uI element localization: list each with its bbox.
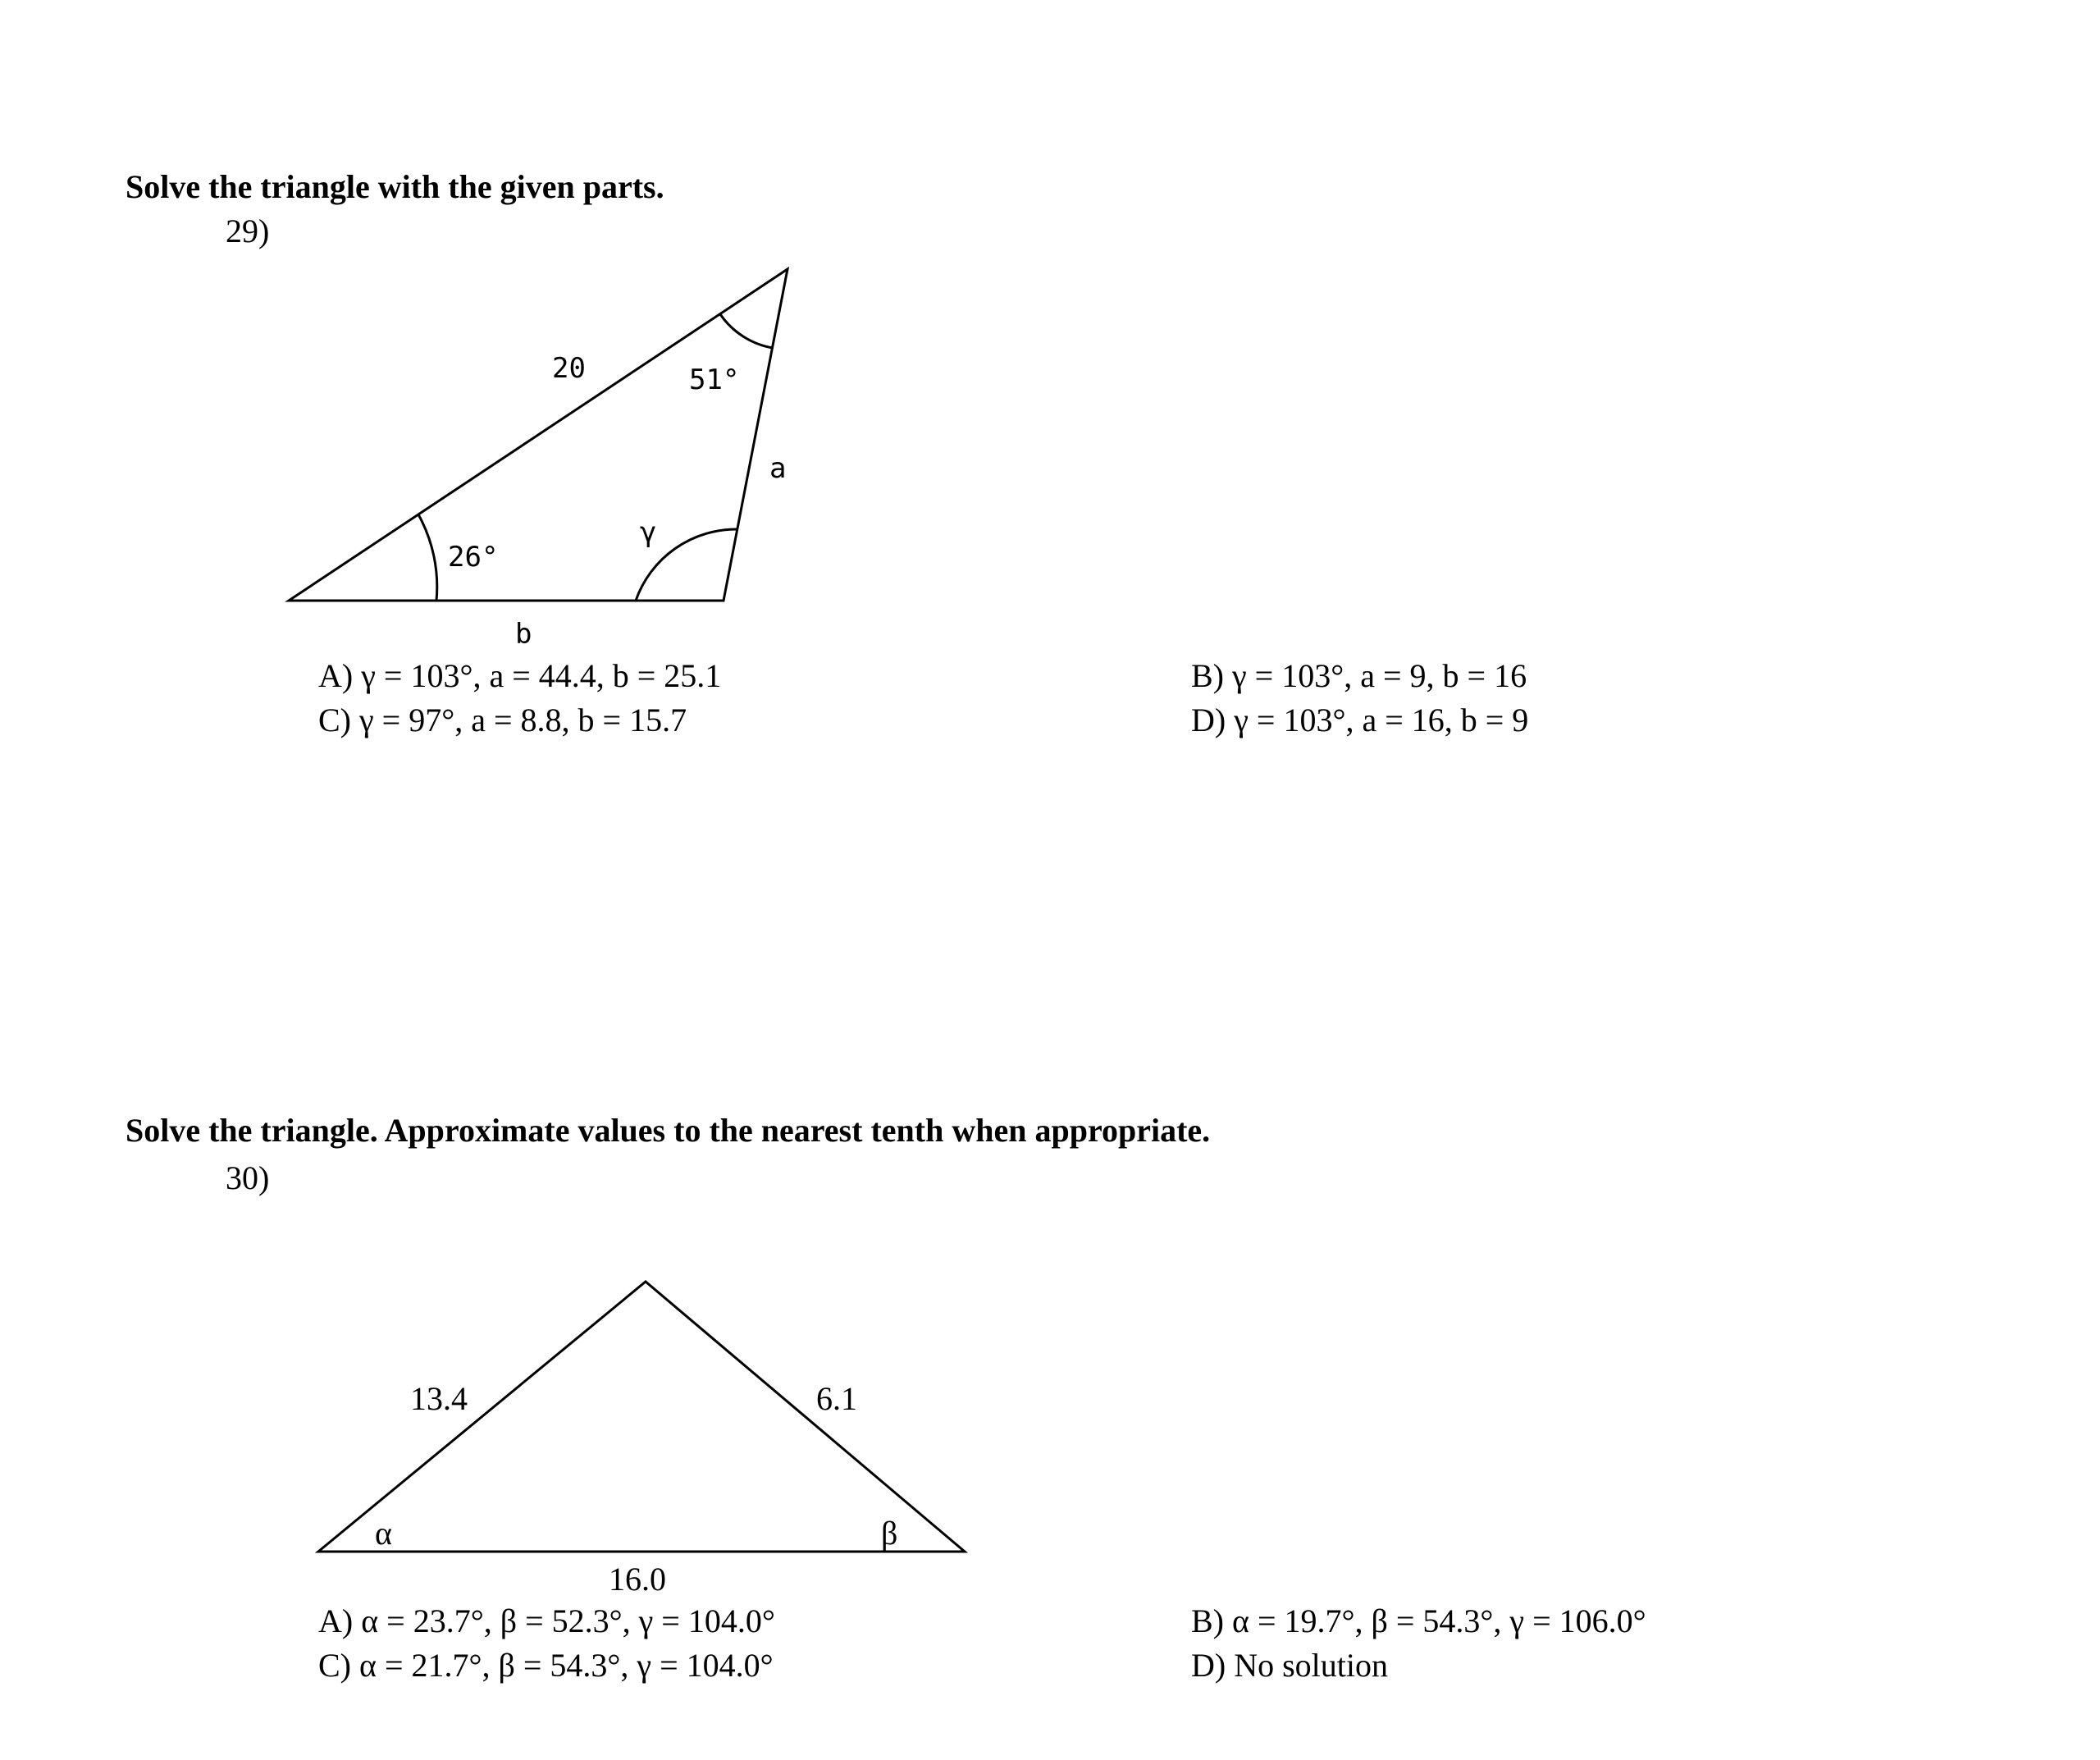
label-angle-alpha: α [375, 1515, 392, 1552]
choice-30-c[interactable]: C) α = 21.7°, β = 54.3°, γ = 104.0° [318, 1647, 774, 1684]
choice-29-b[interactable]: B) γ = 103°, a = 9, b = 16 [1191, 657, 1527, 694]
question-number-29: 29) [226, 213, 270, 249]
choice-29-d[interactable]: D) γ = 103°, a = 16, b = 9 [1191, 702, 1529, 738]
instruction-29: Solve the triangle with the given parts. [126, 168, 664, 205]
triangle-30 [318, 1282, 965, 1598]
triangle-29-outline [289, 269, 788, 601]
label-side-20: 20 [552, 352, 586, 385]
instruction-30: Solve the triangle. Approximate values to the nearest tenth when appropriate. [126, 1112, 1211, 1149]
arc-51 [720, 314, 773, 348]
arc-26 [418, 514, 437, 601]
choice-29-a[interactable]: A) γ = 103°, a = 44.4, b = 25.1 [318, 657, 722, 694]
triangle-29 [289, 269, 788, 651]
choice-30-a[interactable]: A) α = 23.7°, β = 52.3°, γ = 104.0° [318, 1602, 775, 1639]
label-angle-beta: β [881, 1515, 898, 1552]
label-angle-gamma: γ [640, 516, 657, 549]
choice-29-c[interactable]: C) γ = 97°, a = 8.8, b = 15.7 [318, 702, 687, 738]
question-number-30: 30) [226, 1159, 270, 1196]
choice-30-d[interactable]: D) No solution [1191, 1647, 1388, 1684]
label-side-b: b [515, 618, 532, 651]
choice-30-b[interactable]: B) α = 19.7°, β = 54.3°, γ = 106.0° [1191, 1602, 1646, 1639]
label-angle-51: 51° [689, 363, 740, 396]
label-side-13-4: 13.4 [410, 1380, 468, 1417]
label-side-a: a [769, 452, 787, 485]
label-side-6-1: 6.1 [816, 1380, 857, 1417]
label-side-16-0: 16.0 [609, 1561, 666, 1598]
label-angle-26: 26° [448, 541, 499, 574]
